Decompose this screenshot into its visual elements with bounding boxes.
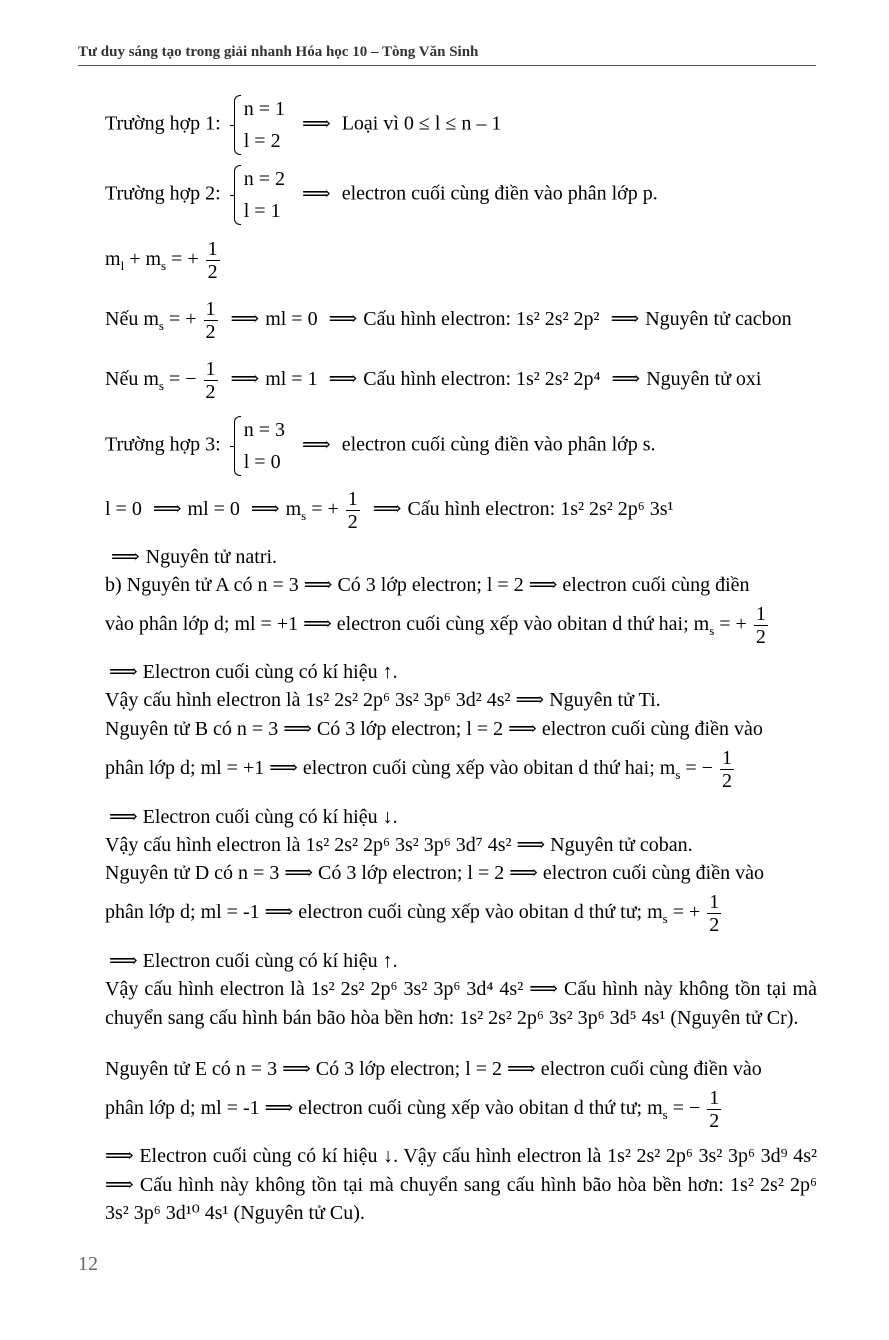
running-header: Tư duy sáng tạo trong giải nhanh Hóa học 10 – Tòng Văn Sinh bbox=[78, 44, 816, 66]
case-2-label: Trường hợp 2: bbox=[105, 182, 221, 205]
atom-b-line-1: Nguyên tử B có n = 3 ⟹ Có 3 lớp electron; l = 2 ⟹ electron cuối cùng điền vào bbox=[105, 718, 763, 740]
page-number: 12 bbox=[78, 1253, 98, 1275]
atom-e-line-2: phân lớp d; ml = -1 ⟹ electron cuối cùng xếp vào obitan d thứ tư; $m_s$ = − $\frac{1}{2}$ bbox=[105, 1087, 720, 1132]
if-ms-positive-line: Nếu $m_s$ = + $\frac{1}{2}$ ⟹ ml = 0 ⟹ Cấu hình electron: 1s² 2s² 2p² ⟹ Nguyên tử cacbon bbox=[105, 298, 792, 343]
fraction: $\frac{1}{2}$ bbox=[709, 1087, 720, 1132]
case-2-system: n = 2 l = 1 bbox=[230, 163, 285, 227]
part-b-line-2: vào phân lớp d; ml = +1 ⟹ electron cuối cùng xếp vào obitan d thứ hai; $m_s$ = + $\frac{1}{2}$ bbox=[105, 603, 766, 648]
part-b-line-4: Vậy cấu hình electron là 1s² 2s² 2p⁶ 3s² 3p⁶ 3d² 4s² ⟹ Nguyên tử Ti. bbox=[105, 689, 661, 711]
atom-d-paragraph: Vậy cấu hình electron là 1s² 2s² 2p⁶ 3s² 3p⁶ 3d⁴ 4s² ⟹ Cấu hình này không tồn tại mà chuyển sang cấu hình bán bão hòa bền hơn: 1s² 2s² 2p⁶ 3s² 3p⁶ 3d⁵ 4s¹ (Nguyên tử Cr). bbox=[105, 978, 817, 1029]
fraction: $\frac{1}{2}$ bbox=[755, 603, 766, 648]
atom-e-paragraph: ⟹ Electron cuối cùng có kí hiệu ↓. Vậy cấu hình electron là 1s² 2s² 2p⁶ 3s² 3p⁶ 3d⁹ 4s² ⟹ Cấu hình này không tồn tại mà chuyển sang cấu hình bão hòa bền hơn: 1s² 2s² 2p⁶ 3s² 3p⁶ 3d¹⁰ 4s¹ (Nguyên tử Cu). bbox=[105, 1145, 817, 1224]
case-2-text: electron cuối cùng điền vào phân lớp p. bbox=[341, 182, 658, 205]
fraction: $\frac{1}{2}$ bbox=[347, 488, 358, 533]
atom-d-line-2: phân lớp d; ml = -1 ⟹ electron cuối cùng xếp vào obitan d thứ tư; $m_s$ = + $\frac{1}{2}$ bbox=[105, 891, 720, 936]
l-zero-line: l = 0 ⟹ ml = 0 ⟹ $m_s$ = + $\frac{1}{2}$ ⟹ Cấu hình electron: 1s² 2s² 2p⁶ 3s¹ bbox=[105, 488, 674, 533]
case-1 bbox=[105, 93, 501, 157]
case-2 bbox=[105, 163, 658, 227]
case-3-text: electron cuối cùng điền vào phân lớp s. bbox=[341, 433, 656, 456]
case-3-system: n = 3 l = 0 bbox=[230, 414, 285, 478]
fraction: $\frac{1}{2}$ bbox=[721, 747, 732, 792]
atom-e-line-1: Nguyên tử E có n = 3 ⟹ Có 3 lớp electron; l = 2 ⟹ electron cuối cùng điền vào bbox=[105, 1058, 762, 1080]
case-1-text: Loại vì 0 ≤ l ≤ n – 1 bbox=[341, 112, 502, 135]
fraction: $\frac{1}{2}$ bbox=[709, 891, 720, 936]
part-b-line-3: ⟹ Electron cuối cùng có kí hiệu ↑. bbox=[109, 661, 398, 683]
part-b-line-1: b) Nguyên tử A có n = 3 ⟹ Có 3 lớp electron; l = 2 ⟹ electron cuối cùng điền bbox=[105, 574, 750, 596]
fraction: $\frac{1}{2}$ bbox=[207, 238, 218, 283]
case-3-label: Trường hợp 3: bbox=[105, 433, 221, 456]
case-1-system: n = 1 l = 2 bbox=[230, 93, 285, 157]
atom-d-line-1: Nguyên tử D có n = 3 ⟹ Có 3 lớp electron; l = 2 ⟹ electron cuối cùng điền vào bbox=[105, 862, 764, 884]
atom-b-line-2: phân lớp d; ml = +1 ⟹ electron cuối cùng xếp vào obitan d thứ hai; $m_s$ = − $\frac{1}{2}$ bbox=[105, 747, 732, 792]
if-ms-negative-line: Nếu $m_s$ = − $\frac{1}{2}$ ⟹ ml = 1 ⟹ Cấu hình electron: 1s² 2s² 2p⁴ ⟹ Nguyên tử oxi bbox=[105, 358, 762, 403]
implies-symbol: ⟹ bbox=[302, 182, 331, 205]
atom-b-line-3: ⟹ Electron cuối cùng có kí hiệu ↓. bbox=[109, 806, 398, 828]
implies-symbol: ⟹ bbox=[302, 112, 331, 135]
ms-sum-line: $m_l + m_s$ = + $\frac{1}{2}$ bbox=[105, 238, 218, 283]
fraction: $\frac{1}{2}$ bbox=[205, 298, 216, 343]
natri-line: ⟹ Nguyên tử natri. bbox=[111, 546, 278, 568]
fraction: $\frac{1}{2}$ bbox=[205, 358, 216, 403]
case-1-label: Trường hợp 1: bbox=[105, 112, 221, 135]
atom-b-line-4: Vậy cấu hình electron là 1s² 2s² 2p⁶ 3s² 3p⁶ 3d⁷ 4s² ⟹ Nguyên tử coban. bbox=[105, 834, 693, 856]
atom-d-line-3: ⟹ Electron cuối cùng có kí hiệu ↑. bbox=[109, 950, 398, 972]
case-3: Trường hợp 3: n = 3 l = 0 ⟹ electron cuối cùng điền vào phân lớp s. bbox=[105, 414, 656, 478]
